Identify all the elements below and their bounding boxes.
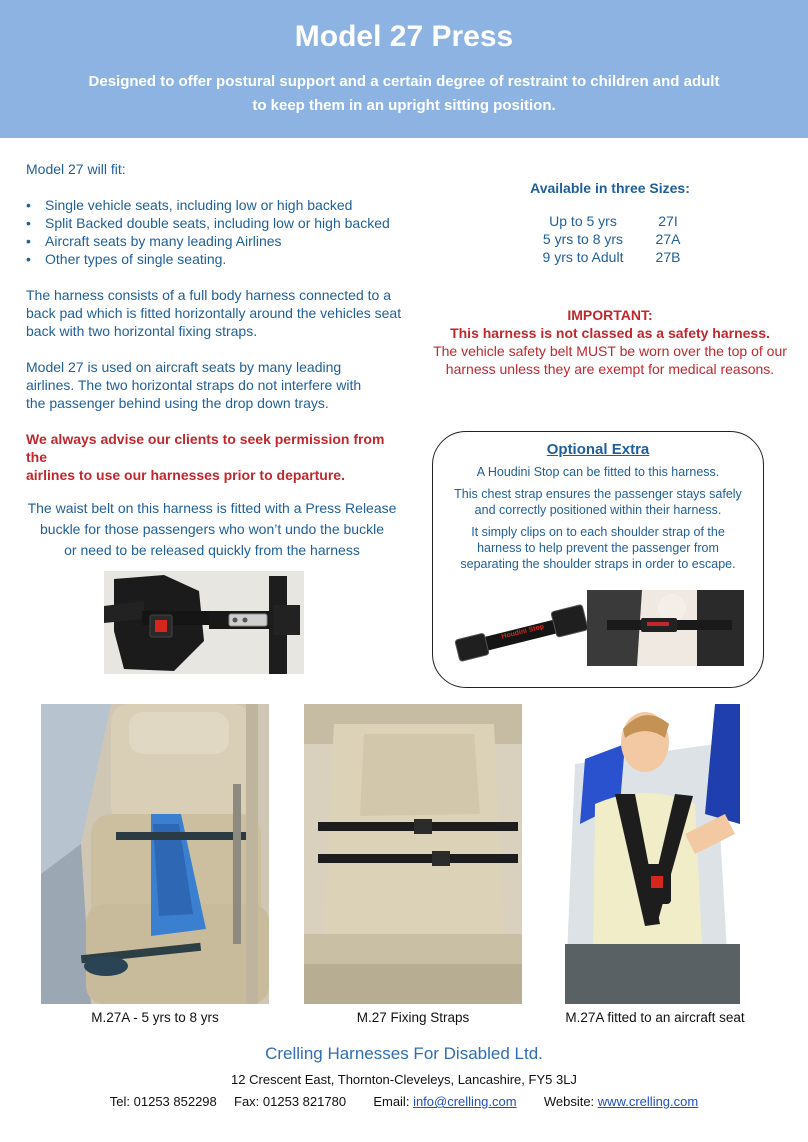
fixing-straps-photo xyxy=(304,704,522,1004)
text-line: or need to be released quickly from the harness xyxy=(64,542,360,558)
aircraft-seat-image xyxy=(565,704,740,1004)
text-line: and correctly positioned within their harness. xyxy=(474,503,722,517)
size-code: 27B xyxy=(655,249,681,265)
text-line: harness to help prevent the passenger from xyxy=(477,541,719,555)
optional-extra-text xyxy=(433,524,763,572)
sizes-title: Available in three Sizes: xyxy=(530,180,690,196)
permission-advice xyxy=(26,430,406,484)
sizes-panel xyxy=(480,180,740,266)
page-title: Model 27 Press xyxy=(294,20,514,53)
table-row xyxy=(528,212,698,230)
table-row xyxy=(528,248,698,266)
photo-caption: M.27A - 5 yrs to 8 yrs xyxy=(91,1010,219,1025)
sizes-table xyxy=(528,212,698,266)
list-item: • Other types of single seating. xyxy=(26,250,406,268)
optional-extra-title: Optional Extra xyxy=(546,441,650,458)
photo-caption: M.27A fitted to an aircraft seat xyxy=(565,1010,745,1025)
text-line: back pad which is fitted horizontally around the vehicles seat xyxy=(26,305,402,321)
important-line: This harness is not classed as a safety harness. xyxy=(450,325,770,341)
text-line: airlines. The two horizontal straps do not interfere with xyxy=(26,377,362,393)
text-line: It simply clips on to each shoulder strap of the xyxy=(471,525,725,539)
fax: Fax: 01253 821780 xyxy=(234,1094,347,1109)
left-column xyxy=(26,160,406,561)
text-line: This chest strap ensures the passenger stays safely xyxy=(454,487,742,501)
houdini-worn-photo xyxy=(587,590,744,666)
table-row xyxy=(528,230,698,248)
list-item: • Single vehicle seats, including low or high backed xyxy=(26,196,406,214)
subtitle-line: to keep them in an upright sitting position. xyxy=(252,97,556,114)
contact-line xyxy=(0,1094,808,1109)
car-seat-harness-image xyxy=(41,704,269,1004)
text-line: Model 27 is used on aircraft seats by many leading xyxy=(26,359,342,375)
text-line: back with two horizontal fixing straps. xyxy=(26,323,258,339)
strap-label: Houdini Stop xyxy=(500,623,545,641)
aircraft-seat-photo xyxy=(565,704,740,1004)
company-address: 12 Crescent East, Thornton-Cleveleys, Lancashire, FY5 3LJ xyxy=(231,1072,577,1087)
text-line: the passenger behind using the drop down trays. xyxy=(26,395,329,411)
fit-list xyxy=(26,196,406,268)
email-link[interactable]: info@crelling.com xyxy=(413,1094,517,1109)
important-line: harness unless they are exempt for medical reasons. xyxy=(445,361,775,377)
size-age: Up to 5 yrs xyxy=(549,213,617,229)
website-link[interactable]: www.crelling.com xyxy=(597,1094,699,1109)
car-seat-harness-photo xyxy=(41,704,269,1004)
important-notice xyxy=(428,306,792,378)
houdini-worn-image xyxy=(587,590,744,666)
waist-belt-description xyxy=(18,498,406,561)
harness-description xyxy=(26,286,406,340)
buckle-photo xyxy=(104,571,304,674)
text-line: buckle for those passengers who won’t undo the buckle xyxy=(40,521,384,537)
size-age: 5 yrs to 8 yrs xyxy=(542,231,624,247)
text-line: The harness consists of a full body harness connected to a xyxy=(26,287,391,303)
telephone: Tel: 01253 852298 xyxy=(109,1094,217,1109)
website-label: Website: xyxy=(543,1094,595,1109)
list-item: • Aircraft seats by many leading Airlines xyxy=(26,232,406,250)
page-header xyxy=(0,0,808,138)
page-subtitle xyxy=(0,70,808,118)
company-name: Crelling Harnesses For Disabled Ltd. xyxy=(265,1044,543,1063)
buckle-image xyxy=(104,571,304,674)
houdini-strap-photo xyxy=(451,598,591,668)
text-line: airlines to use our harnesses prior to departure. xyxy=(26,467,345,483)
fit-intro: Model 27 will fit: xyxy=(26,161,126,177)
list-item: • Split Backed double seats, including low or high backed xyxy=(26,214,406,232)
aircraft-description xyxy=(26,358,406,412)
optional-extra-box xyxy=(432,431,764,688)
size-code: 27I xyxy=(658,213,678,229)
email-label: Email: xyxy=(373,1094,410,1109)
text-line: separating the shoulder straps in order to escape. xyxy=(460,557,736,571)
text-line: We always advise our clients to seek permission from the xyxy=(26,431,385,465)
photo-caption: M.27 Fixing Straps xyxy=(356,1010,470,1025)
houdini-strap-image xyxy=(451,598,591,668)
subtitle-line: Designed to offer postural support and a certain degree of restraint to children and adult xyxy=(88,73,720,90)
size-code: 27A xyxy=(655,231,681,247)
optional-extra-text: A Houdini Stop can be fitted to this harness. xyxy=(476,465,720,479)
size-age: 9 yrs to Adult xyxy=(542,249,624,265)
optional-extra-text xyxy=(433,486,763,518)
text-line: The waist belt on this harness is fitted with a Press Release xyxy=(27,500,397,516)
fixing-straps-image xyxy=(304,704,522,1004)
important-heading: IMPORTANT: xyxy=(567,307,653,323)
important-line: The vehicle safety belt MUST be worn over the top of our xyxy=(433,343,787,359)
